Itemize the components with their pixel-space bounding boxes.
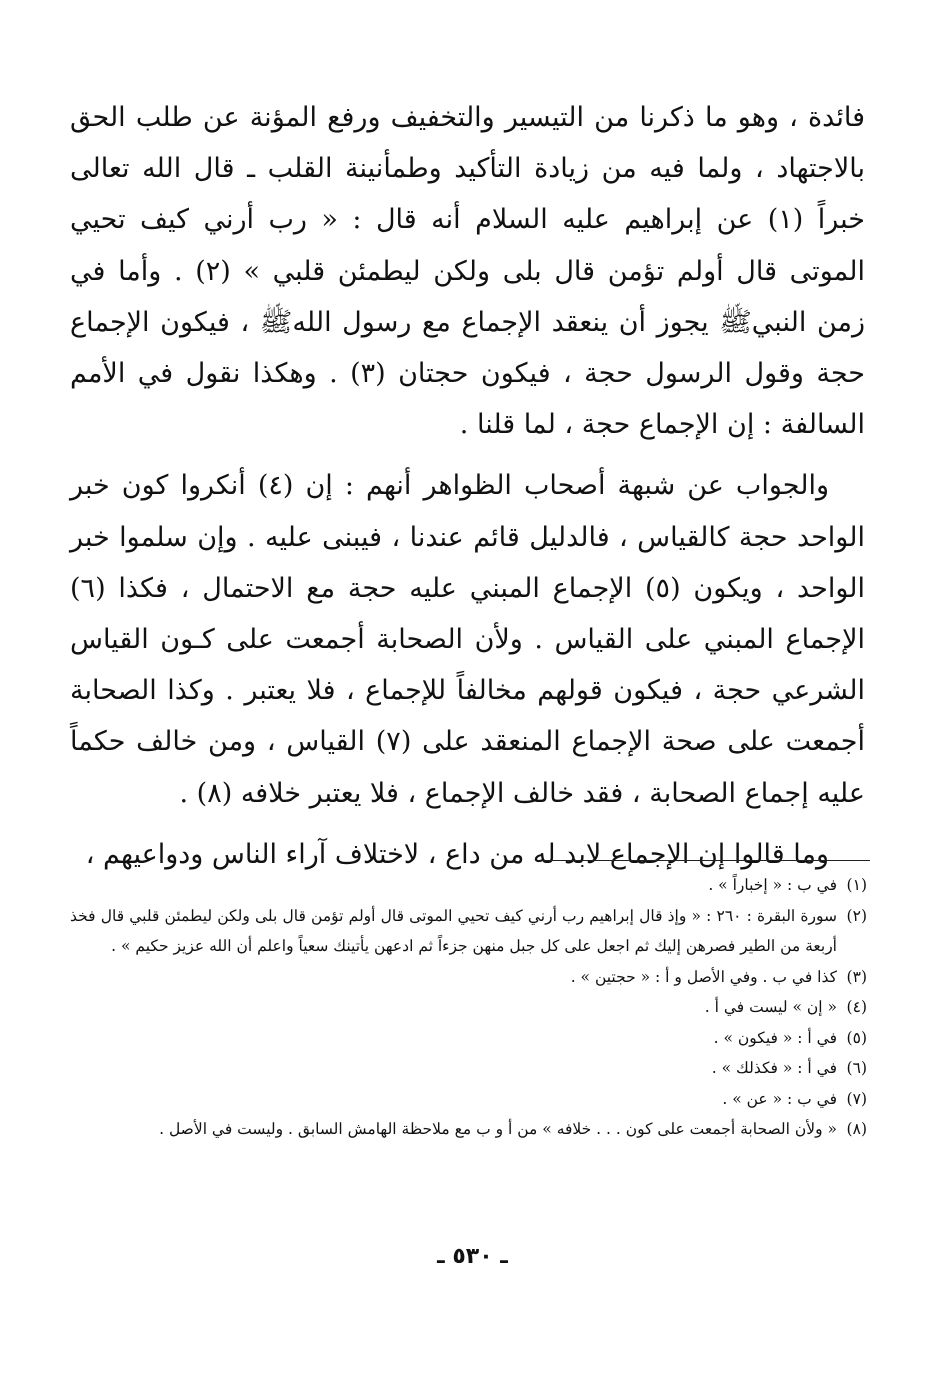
paragraph-1: فائدة ، وهو ما ذكرنا من التيسير والتخفيف ورفع المؤنة عن طلب الحق بالاجتهاد ، ولما فيه من زيادة التأكيد وطمأنينة القلب ـ قال الله تعالى خبراً (١) عن إبراهيم عليه السلام أنه قال : « رب أرني كيف تحيي الموتى قال أولم تؤمن قال بلى ولكن ليطمئن قلبي » (٢) . وأما في زمن النبيﷺ يجوز أن ينعقد الإجماع مع رسول اللهﷺ ، فيكون الإجماع حجة وقول الرسول حجة ، فيكون حجتان (٣) . وهكذا نقول في الأمم السالفة : إن الإجماع حجة ، لما قلنا . — [70, 102, 865, 441]
footnote-text: في أ : « فكذلك » . — [711, 1059, 837, 1077]
footnote-5 — [70, 1023, 867, 1054]
footnote-number: (١) — [846, 876, 867, 894]
footnote-7 — [70, 1084, 867, 1115]
footnote-number: (٦) — [846, 1059, 867, 1077]
footnote-text: سورة البقرة : ٢٦٠ : « وإذ قال إبراهيم رب أرني كيف تحيي الموتى قال أولم تؤمن قال بلى ولكن ليطمئن قلبي قال فخذ أربعة من الطير فصرهن إليك ثم اجعل على كل جبل منهن جزءاً ثم ادعهن يأتينك سعياً واعلم أن الله عزيز حكيم » . — [70, 906, 837, 955]
paragraph-3: وما قالوا إن الإجماع لابد له من داع ، لاختلاف آراء الناس ودواعيهم ، — [85, 838, 829, 870]
footnote-6 — [70, 1053, 867, 1084]
footnote-8 — [70, 1114, 867, 1145]
footnote-3 — [70, 962, 867, 993]
footnote-number: (٥) — [846, 1028, 867, 1047]
footnote-number: (٧) — [846, 1089, 867, 1108]
footnote-number: (٨) — [846, 1120, 867, 1138]
footnote-2 — [70, 901, 867, 962]
footnote-number: (٣) — [846, 967, 867, 986]
footnote-4 — [70, 992, 867, 1023]
footnote-1 — [70, 870, 867, 901]
footnotes — [70, 870, 867, 1145]
footnote-text: في ب : « إخباراً » . — [708, 876, 837, 894]
footnote-text: في أ : « فيكون » . — [713, 1028, 837, 1047]
footnote-number: (٢) — [846, 906, 867, 925]
paragraph-2: والجواب عن شبهة أصحاب الظواهر أنهم : إن (٤) أنكروا كون خبر الواحد حجة كالقياس ، فالدليل قائم عندنا ، فيبنى عليه . وإن سلموا خبر الواحد ، ويكون (٥) الإجماع المبني عليه حجة مع الاحتمال ، فكذا (٦) الإجماع المبني على القياس . ولأن الصحابة أجمعت على كـون القياس الشرعي حجة ، فيكون قولهم مخالفاً للإجماع ، فلا يعتبر . وكذا الصحابة أجمعت على صحة الإجماع المنعقد على (٧) القياس ، ومن خالف حكماً عليه إجماع الصحابة ، فقد خالف الإجماع ، فلا يعتبر خلافه (٨) . — [70, 470, 866, 809]
footnote-number: (٤) — [846, 998, 867, 1016]
footnote-text: في ب : « عن » . — [722, 1089, 837, 1108]
main-text — [70, 92, 865, 880]
footnote-text: « ولأن الصحابة أجمعت على كون . . . خلافه » من أ و ب مع ملاحظة الهامش السابق . وليست في الأصل . — [159, 1120, 837, 1138]
footnote-text: « إن » ليست في أ . — [704, 998, 837, 1016]
footnote-text: كذا في ب . وفي الأصل و أ : « حجتين » . — [570, 967, 837, 986]
footnote-separator — [540, 860, 870, 861]
page-number: ـ ٥٣٠ ـ — [437, 1244, 508, 1269]
